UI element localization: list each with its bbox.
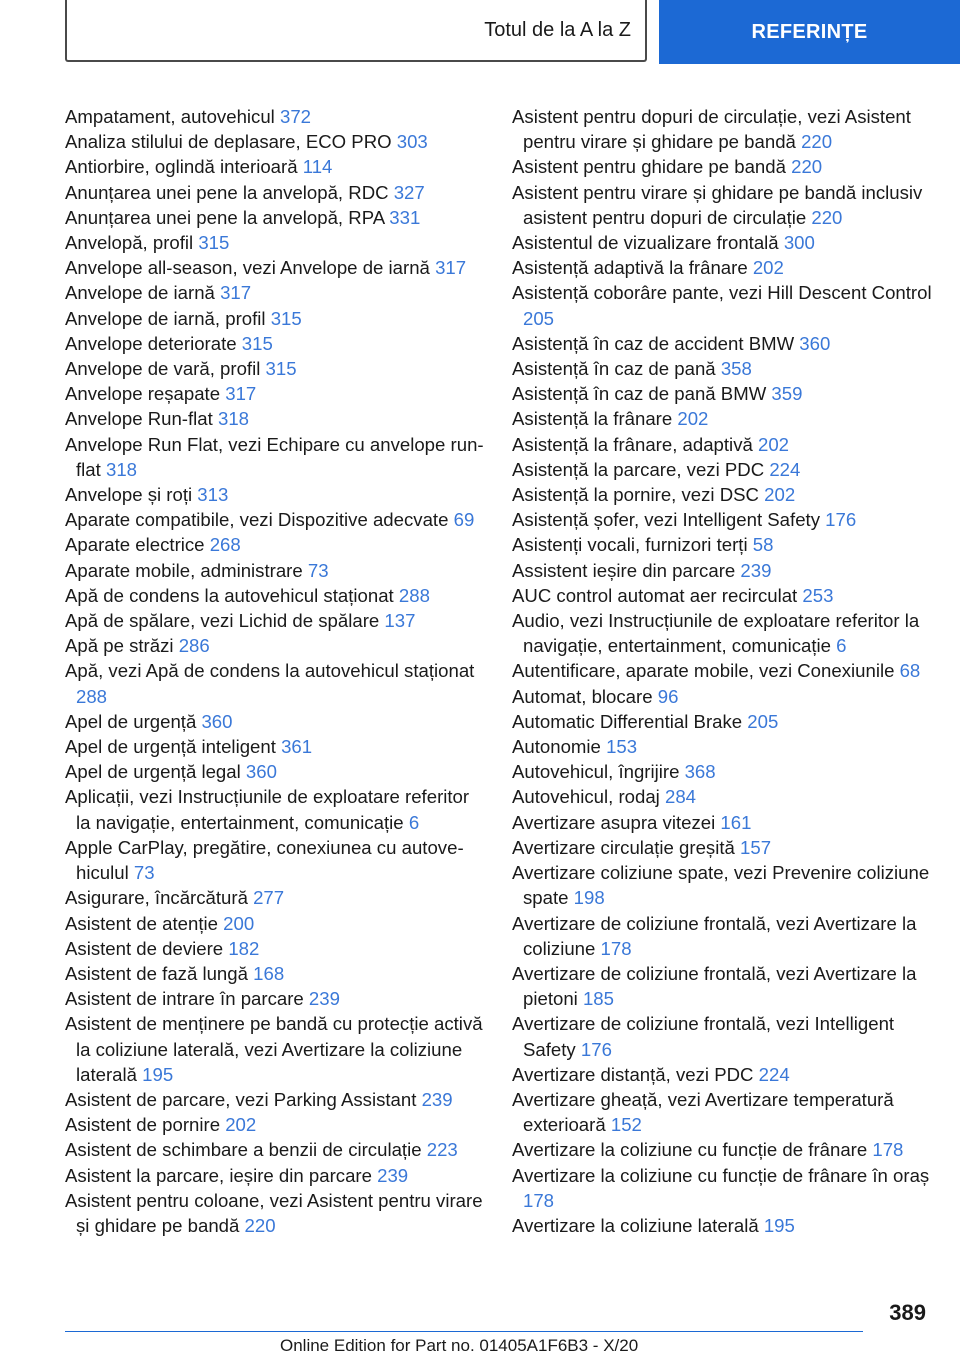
index-entry xyxy=(512,532,937,557)
index-page-link[interactable]: 315 xyxy=(270,307,302,329)
index-entry-text: Avertizare circulație greșită xyxy=(512,836,741,858)
index-page-link[interactable]: 73 xyxy=(133,862,155,884)
index-page-link[interactable]: 284 xyxy=(664,786,697,808)
index-page-link[interactable]: 220 xyxy=(244,1214,276,1236)
index-entry-text: Apel de urgență legal xyxy=(65,761,246,783)
index-page-link[interactable]: 303 xyxy=(396,131,428,153)
index-page-link[interactable]: 318 xyxy=(105,458,138,480)
index-entry-text: Asistență adaptivă la frânare xyxy=(512,257,753,279)
index-entry xyxy=(65,658,485,708)
index-page-link[interactable]: 205 xyxy=(747,710,779,732)
index-page-link[interactable]: 360 xyxy=(245,761,277,783)
index-entry-text: Apple CarPlay, pregătire, conexiunea cu autovehiculul xyxy=(65,836,464,884)
index-entry xyxy=(512,608,937,658)
index-entry xyxy=(512,860,937,910)
index-entry xyxy=(512,230,937,255)
index-entry-text: Avertizare coliziune spate, vezi Prevenire coliziune spate xyxy=(512,862,930,909)
index-column-left xyxy=(65,104,485,1238)
index-entry-text: Asistent pentru coloane, vezi Asistent pentru virare și ghidare pe bandă xyxy=(65,1189,483,1236)
index-entry xyxy=(65,784,485,834)
index-entry xyxy=(65,255,485,280)
index-page-link[interactable]: 317 xyxy=(225,383,257,405)
footer-text: Online Edition for Part no. 01405A1F6B3 - X/20 xyxy=(280,1336,639,1355)
index-entry xyxy=(65,1087,485,1112)
index-entry-text: Autovehicul, îngrijire xyxy=(512,761,685,783)
index-page-link[interactable]: 315 xyxy=(198,232,230,254)
index-entry xyxy=(65,406,485,431)
index-entry xyxy=(512,331,937,356)
index-entry-text: Aparate mobile, administrare xyxy=(65,559,308,581)
index-page-link[interactable]: 358 xyxy=(720,358,752,380)
index-entry xyxy=(512,356,937,381)
index-entry xyxy=(512,180,937,230)
index-entry xyxy=(512,1137,937,1162)
index-page-link[interactable]: 153 xyxy=(606,736,638,758)
index-entry-text: Asistent pentru virare și ghidare pe bandă inclusiv asistent pentru dopuri de circulație xyxy=(512,181,923,228)
index-entry-text: Asistent de intrare în parcare xyxy=(65,988,309,1010)
index-entry-text: Asistent de menținere pe bandă cu protecție activă la coliziune laterală, vezi Avertizare la coliziune laterală xyxy=(65,1013,483,1085)
index-entry xyxy=(65,432,485,482)
index-page-link[interactable]: 288 xyxy=(398,584,430,606)
index-page-link[interactable]: 202 xyxy=(764,484,796,506)
index-entry-text: Anunțarea unei pene la anvelopă, RPA xyxy=(65,206,390,228)
index-entry xyxy=(65,633,485,658)
index-entry-text: Assistent ieșire din parcare xyxy=(512,559,741,581)
index-page-link[interactable]: 195 xyxy=(142,1063,174,1085)
index-entry xyxy=(512,1062,937,1087)
index-entry-text: Aparate electrice xyxy=(65,534,210,556)
index-entry-text: Asistenți vocali, furnizori terți xyxy=(512,534,753,556)
index-entry-text: Anvelope deteriorate xyxy=(65,332,242,354)
index-entry-text: Autentificare, aparate mobile, vezi Conexiunile xyxy=(512,660,900,682)
index-entry-text: Asistent pentru dopuri de circulație, vezi Asistent pentru virare și ghidare pe bandă xyxy=(512,106,911,153)
index-entry xyxy=(512,1213,937,1238)
index-page-link[interactable]: 176 xyxy=(825,509,857,531)
index-page-link[interactable]: 200 xyxy=(223,912,255,934)
index-entry xyxy=(512,255,937,280)
index-column-right xyxy=(512,104,937,1238)
index-entry xyxy=(512,482,937,507)
index-entry-text: Asistență la pornire, vezi DSC xyxy=(512,484,765,506)
index-entry xyxy=(512,658,937,683)
index-entry xyxy=(512,835,937,860)
index-entry-text: Anvelope de vară, profil xyxy=(65,358,266,380)
index-entry xyxy=(65,1011,485,1087)
index-entry xyxy=(512,507,937,532)
index-entry-text: Avertizare la coliziune cu funcție de frânare în oraș xyxy=(512,1164,930,1186)
index-page-link[interactable]: 182 xyxy=(228,937,260,959)
index-entry xyxy=(65,280,485,305)
index-page-link[interactable]: 220 xyxy=(801,131,833,153)
index-page-link[interactable]: 239 xyxy=(740,559,772,581)
index-entry xyxy=(512,381,937,406)
index-page-link[interactable]: 372 xyxy=(279,106,312,127)
index-entry-text: Asistent pentru ghidare pe bandă xyxy=(512,156,792,178)
index-page-link[interactable]: 360 xyxy=(201,710,233,732)
index-entry-text: Avertizare distanță, vezi PDC xyxy=(512,1063,759,1085)
index-page-link[interactable]: 359 xyxy=(771,383,803,405)
index-entry xyxy=(65,482,485,507)
index-entry-text: Avertizare de coliziune frontală, vezi Intelligent Safety xyxy=(512,1013,895,1060)
index-page-link[interactable]: 6 xyxy=(408,811,420,833)
index-entry-text: Asistență în caz de pană xyxy=(512,358,721,380)
index-page-link[interactable]: 137 xyxy=(384,610,416,632)
index-page-link[interactable]: 317 xyxy=(220,282,252,304)
index-entry-text: AUC control automat aer recirculat xyxy=(512,584,803,606)
index-entry xyxy=(65,331,485,356)
index-entry xyxy=(65,558,485,583)
index-entry xyxy=(512,784,937,809)
index-page-link[interactable]: 315 xyxy=(241,332,273,354)
index-entry-text: Anvelope all-season, vezi Anvelope de iarnă xyxy=(65,257,436,279)
index-entry-text: Anunțarea unei pene la anvelopă, RDC xyxy=(65,181,394,203)
index-page-link[interactable]: 202 xyxy=(758,433,790,455)
index-page-link[interactable]: 168 xyxy=(253,962,285,984)
index-entry-text: Asigurare, încărcătură xyxy=(65,887,254,909)
index-entry-text: Apă de spălare, vezi Lichid de spălare xyxy=(65,610,385,632)
index-entry xyxy=(512,280,937,330)
index-entry xyxy=(512,734,937,759)
index-page-link[interactable]: 253 xyxy=(802,584,834,606)
index-entry-text: Avertizare de coliziune frontală, vezi Avertizare la pietoni xyxy=(512,962,917,1010)
index-entry xyxy=(512,457,937,482)
index-page-link[interactable]: 220 xyxy=(791,156,823,178)
index-page-link[interactable]: 195 xyxy=(763,1214,795,1236)
index-entry xyxy=(65,734,485,759)
index-entry xyxy=(65,986,485,1011)
index-entry-text: Asistentul de vizualizare frontală xyxy=(512,232,784,254)
index-entry-text: Asistent de schimbare a benzii de circulație xyxy=(65,1139,427,1161)
index-entry-text: Asistent de atenție xyxy=(65,912,224,934)
index-entry xyxy=(65,885,485,910)
page-number: 389 xyxy=(889,1300,926,1325)
chapter-tab xyxy=(659,0,960,64)
index-page-link[interactable]: 202 xyxy=(677,408,709,430)
index-entry xyxy=(512,432,937,457)
index-page-link[interactable]: 268 xyxy=(209,534,241,556)
index-entry-text: Avertizare la coliziune cu funcție de frânare xyxy=(512,1139,873,1161)
index-entry xyxy=(65,205,485,230)
index-page-link[interactable]: 114 xyxy=(302,156,333,178)
index-entry xyxy=(65,1188,485,1238)
index-page-link[interactable]: 224 xyxy=(769,458,801,480)
index-page-link[interactable]: 317 xyxy=(435,257,467,279)
index-entry-text: Asistență la frânare, adaptivă xyxy=(512,433,758,455)
index-entry-text: Anvelope de iarnă, profil xyxy=(65,307,271,329)
index-entry xyxy=(65,154,485,179)
index-entry-text: Asistent de parcare, vezi Parking Assistant xyxy=(65,1088,422,1110)
index-entry xyxy=(65,911,485,936)
index-page-link[interactable]: 157 xyxy=(740,836,772,858)
index-page-link[interactable]: 300 xyxy=(783,232,815,254)
index-entry-text: Anvelope și roți xyxy=(65,484,198,506)
index-page-link[interactable]: 202 xyxy=(225,1114,257,1136)
index-entry xyxy=(512,406,937,431)
index-entry xyxy=(65,709,485,734)
section-title: Totul de la A la Z xyxy=(484,18,631,41)
index-entry-text: Anvelope reșapate xyxy=(65,383,226,405)
index-entry-text: Apă pe străzi xyxy=(65,635,179,657)
index-page-link[interactable]: 178 xyxy=(872,1139,904,1161)
index-page-link[interactable]: 315 xyxy=(265,358,297,380)
index-entry-text: Analiza stilului de deplasare, ECO PRO xyxy=(65,131,397,153)
index-page-link[interactable]: 368 xyxy=(684,761,716,783)
index-entry-text: Automatic Differential Brake xyxy=(512,710,748,732)
index-page-link[interactable]: 178 xyxy=(600,937,632,959)
index-entry xyxy=(65,306,485,331)
index-page-link[interactable]: 239 xyxy=(421,1088,453,1110)
index-page-link[interactable]: 96 xyxy=(657,685,679,707)
index-entry xyxy=(512,583,937,608)
index-page-link[interactable]: 176 xyxy=(580,1038,612,1060)
index-entry-text: Asistent de deviere xyxy=(65,937,229,959)
index-page-link[interactable]: 73 xyxy=(307,559,329,581)
index-page-link[interactable]: 178 xyxy=(523,1189,555,1211)
index-entry xyxy=(65,230,485,255)
footer-divider xyxy=(65,1331,863,1332)
index-entry-text: Avertizare asupra vitezei xyxy=(512,811,721,833)
index-entry-text: Apel de urgență xyxy=(65,710,202,732)
index-entry-text: Aplicații, vezi Instrucțiunile de exploatare referitor la navigație, entertainment, comunicație xyxy=(65,786,470,833)
index-page-link[interactable]: 318 xyxy=(217,408,250,430)
index-entry-text: Anvelope de iarnă xyxy=(65,282,221,304)
index-entry-text: Audio, vezi Instrucțiunile de exploatare referitor la navigație, entertainment, comunicație xyxy=(512,610,920,657)
index-entry-text: Anvelope Run-flat xyxy=(65,408,218,430)
index-entry-text: Autonomie xyxy=(512,736,607,758)
index-entry xyxy=(65,532,485,557)
index-entry-text: Asistență în caz de pană BMW xyxy=(512,383,772,405)
section-tab xyxy=(65,0,647,62)
index-entry xyxy=(65,759,485,784)
index-entry-text: Asistent de pornire xyxy=(65,1114,226,1136)
index-entry-text: Asistență la parcare, vezi PDC xyxy=(512,458,770,480)
index-entry xyxy=(512,709,937,734)
index-entry-text: Avertizare la coliziune laterală xyxy=(512,1214,764,1236)
index-page-link[interactable]: 327 xyxy=(393,181,425,203)
index-entry xyxy=(65,1163,485,1188)
index-entry xyxy=(65,1137,485,1162)
index-entry-text: Apă, vezi Apă de condens la autovehicul staționat xyxy=(65,660,475,682)
index-page-link[interactable]: 152 xyxy=(610,1114,642,1136)
index-page-link[interactable]: 220 xyxy=(811,206,843,228)
index-entry-text: Autovehicul, rodaj xyxy=(512,786,665,808)
index-entry xyxy=(512,558,937,583)
index-page-link[interactable]: 239 xyxy=(308,988,340,1010)
index-entry-text: Asistență în caz de accident BMW xyxy=(512,332,800,354)
index-entry xyxy=(512,1087,937,1137)
index-entry xyxy=(65,936,485,961)
index-page-link[interactable]: 331 xyxy=(389,206,421,228)
index-page-link[interactable]: 361 xyxy=(281,736,313,758)
index-page-link[interactable]: 360 xyxy=(799,332,831,354)
index-page-link[interactable]: 58 xyxy=(752,534,774,556)
index-entry xyxy=(512,1011,937,1061)
index-entry-text: Aparate compatibile, vezi Dispozitive adecvate xyxy=(65,509,454,531)
index-entry-text: Automat, blocare xyxy=(512,685,658,707)
index-entry xyxy=(65,180,485,205)
index-entry xyxy=(512,810,937,835)
index-entry-text: Avertizare gheață, vezi Avertizare temperatură exterioară xyxy=(512,1088,894,1136)
index-entry xyxy=(65,583,485,608)
index-page-link[interactable]: 224 xyxy=(758,1063,790,1085)
index-page-link[interactable]: 205 xyxy=(523,307,555,329)
index-entry xyxy=(512,961,937,1011)
index-entry-text: Antiorbire, oglindă interioară xyxy=(65,156,303,178)
index-entry xyxy=(65,507,485,532)
chapter-title: REFERINȚE xyxy=(751,20,868,43)
index-page-link[interactable]: 202 xyxy=(752,257,784,279)
index-entry-text: Asistent de fază lungă xyxy=(65,962,254,984)
index-page-link[interactable]: 68 xyxy=(899,660,921,682)
index-entry xyxy=(65,381,485,406)
index-entry xyxy=(512,911,937,961)
index-page-link[interactable]: 161 xyxy=(720,811,752,833)
index-entry xyxy=(65,608,485,633)
index-entry-text: Anvelope Run Flat, vezi Echipare cu anvelope run-flat xyxy=(65,433,484,480)
index-page-link[interactable]: 277 xyxy=(253,887,285,909)
index-entry xyxy=(65,961,485,986)
index-page-link[interactable]: 223 xyxy=(426,1139,458,1161)
index-entry xyxy=(512,104,937,154)
index-page-link[interactable]: 239 xyxy=(377,1164,409,1186)
index-page-link[interactable]: 6 xyxy=(836,635,847,657)
index-page-link[interactable]: 185 xyxy=(582,988,614,1010)
index-entry-text: Asistent la parcare, ieșire din parcare xyxy=(65,1164,378,1186)
index-entry xyxy=(65,835,485,885)
index-entry xyxy=(512,684,937,709)
index-entry xyxy=(65,104,485,129)
index-entry xyxy=(65,129,485,154)
page-header xyxy=(0,0,960,66)
index-entry xyxy=(65,1112,485,1137)
index-page-link[interactable]: 313 xyxy=(197,484,229,506)
index-page-link[interactable]: 286 xyxy=(178,635,210,657)
index-page-link[interactable]: 288 xyxy=(76,685,108,707)
index-page-link[interactable]: 198 xyxy=(573,887,605,909)
index-entry xyxy=(512,1163,937,1213)
index-page-link[interactable]: 69 xyxy=(453,509,475,531)
index-entry xyxy=(65,356,485,381)
index-entry-text: Asistență la frânare xyxy=(512,408,678,430)
index-entry xyxy=(512,759,937,784)
index-entry xyxy=(512,154,937,179)
index-entry-text: Avertizare de coliziune frontală, vezi Avertizare la coliziune xyxy=(512,912,917,959)
index-entry-text: Apă de condens la autovehicul staționat xyxy=(65,584,399,606)
index-entry-text: Asistență coborâre pante, vezi Hill Descent Control xyxy=(512,282,932,304)
index-entry-text: Asistență șofer, vezi Intelligent Safety xyxy=(512,509,826,531)
index-entry-text: Apel de urgență inteligent xyxy=(65,736,282,758)
index-entry-text: Ampatament, autovehicul xyxy=(65,106,280,127)
index-entry-text: Anvelopă, profil xyxy=(65,232,199,254)
